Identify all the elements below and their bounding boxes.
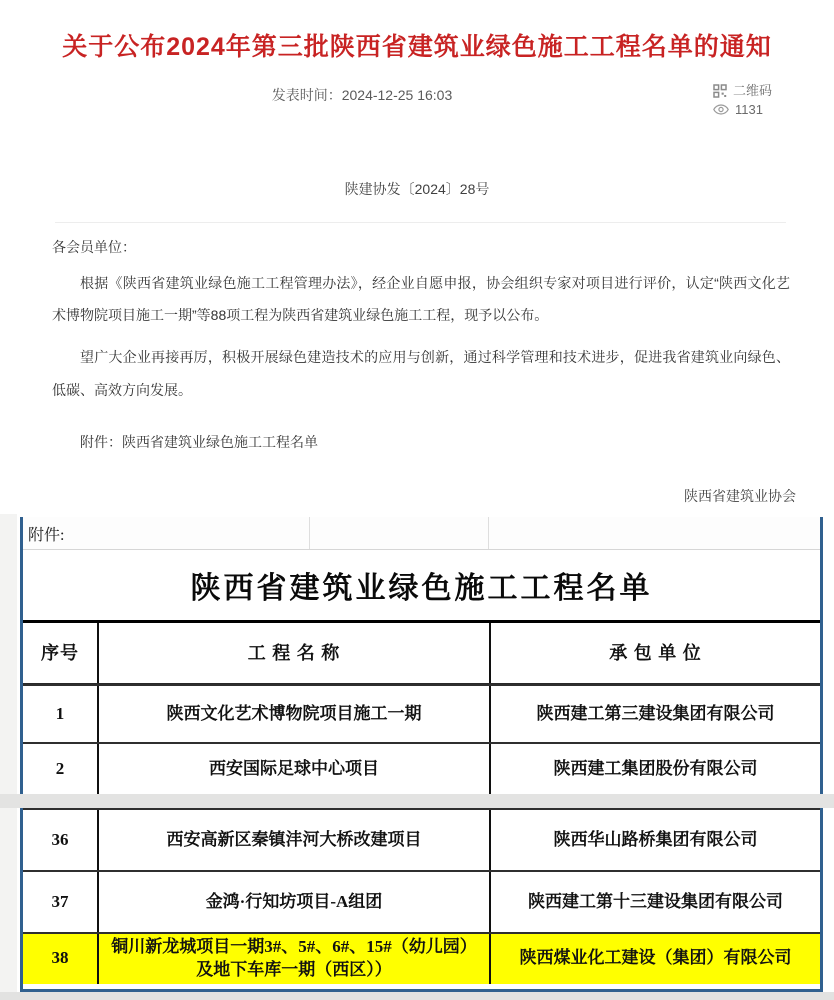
cell-contractor: 陕西煤业化工建设（集团）有限公司 xyxy=(489,934,820,984)
cell-project-name: 金鸿·行知坊项目-A组团 xyxy=(97,872,489,932)
attachment-reference: 附件：陕西省建筑业绿色施工工程名单 xyxy=(80,433,318,450)
column-header-no: 序号 xyxy=(41,642,79,663)
cell-serial-number: 36 xyxy=(51,829,69,849)
column-header-project: 工 程 名 称 xyxy=(97,623,489,683)
view-count: 1131 xyxy=(734,102,763,117)
body-paragraph: 望广大企业再接再厉，积极开展绿色建造技术的应用与创新，通过科学管理和技术进步，促进我省建筑业向绿色、低碳、高效方向发展。 xyxy=(52,349,790,398)
table-row xyxy=(23,932,820,984)
meta-right xyxy=(713,81,772,119)
salutation: 各会员单位： xyxy=(52,239,136,255)
cell-serial-number: 37 xyxy=(51,891,69,911)
publish-time: 发表时间：2024-12-25 16:03 xyxy=(271,87,453,103)
cell-project-name: 西安国际足球中心项目 xyxy=(97,744,489,794)
attachment-label: 附件: xyxy=(28,527,65,544)
table-row xyxy=(23,808,820,870)
cell-project-name: 西安高新区秦镇沣河大桥改建项目 xyxy=(97,810,489,870)
attachment-sheet xyxy=(20,517,823,992)
table-row xyxy=(23,742,820,794)
cell-serial-number: 2 xyxy=(55,758,65,778)
cell-project-name: 铜川新龙城项目一期3#、5#、6#、15#（幼儿园）及地下车库一期（西区）） xyxy=(97,934,489,984)
cell-serial-number: 38 xyxy=(51,948,69,968)
table-body xyxy=(23,684,820,984)
view-counter xyxy=(713,100,772,119)
table-title: 陕西省建筑业绿色施工工程名单 xyxy=(190,572,653,605)
sheet-gridline xyxy=(309,517,310,549)
issuer-signature: 陕西省建筑业协会 xyxy=(684,487,796,504)
qr-code-icon xyxy=(713,84,727,98)
page-title: 关于公布2024年第三批陕西省建筑业绿色施工工程名单的通知 xyxy=(62,33,772,61)
document-number: 陕建协发〔2024〕28号 xyxy=(344,181,490,197)
cropped-rows-gap xyxy=(0,794,834,808)
cell-contractor: 陕西建工第三建设集团有限公司 xyxy=(489,686,820,742)
meta-divider xyxy=(55,222,786,223)
body-paragraph: 根据《陕西省建筑业绿色施工工程管理办法》，经企业自愿申报，协会组织专家对项目进行评价，认定“陕西文化艺术博物院项目施工一期”等88项工程为陕西省建筑业绿色施工工程，现予以公布。 xyxy=(52,275,790,324)
table-header-row xyxy=(23,620,820,684)
column-header-contractor: 承 包 单 位 xyxy=(489,623,820,683)
cell-contractor: 陕西建工第十三建设集团有限公司 xyxy=(489,872,820,932)
cell-serial-number: 1 xyxy=(55,703,65,723)
table-row xyxy=(23,870,820,932)
eye-icon xyxy=(713,104,729,115)
sheet-margin-strip xyxy=(0,514,17,1000)
page-bottom-strip xyxy=(0,992,834,1000)
cell-contractor: 陕西华山路桥集团有限公司 xyxy=(489,810,820,870)
sheet-gridline xyxy=(488,517,489,549)
table-row xyxy=(23,684,820,742)
qr-code-button[interactable] xyxy=(713,81,772,100)
qr-label: 二维码 xyxy=(732,83,772,98)
cell-project-name: 陕西文化艺术博物院项目施工一期 xyxy=(97,686,489,742)
cell-contractor: 陕西建工集团股份有限公司 xyxy=(489,744,820,794)
sheet-label-row xyxy=(23,517,820,550)
meta-row xyxy=(0,85,834,133)
